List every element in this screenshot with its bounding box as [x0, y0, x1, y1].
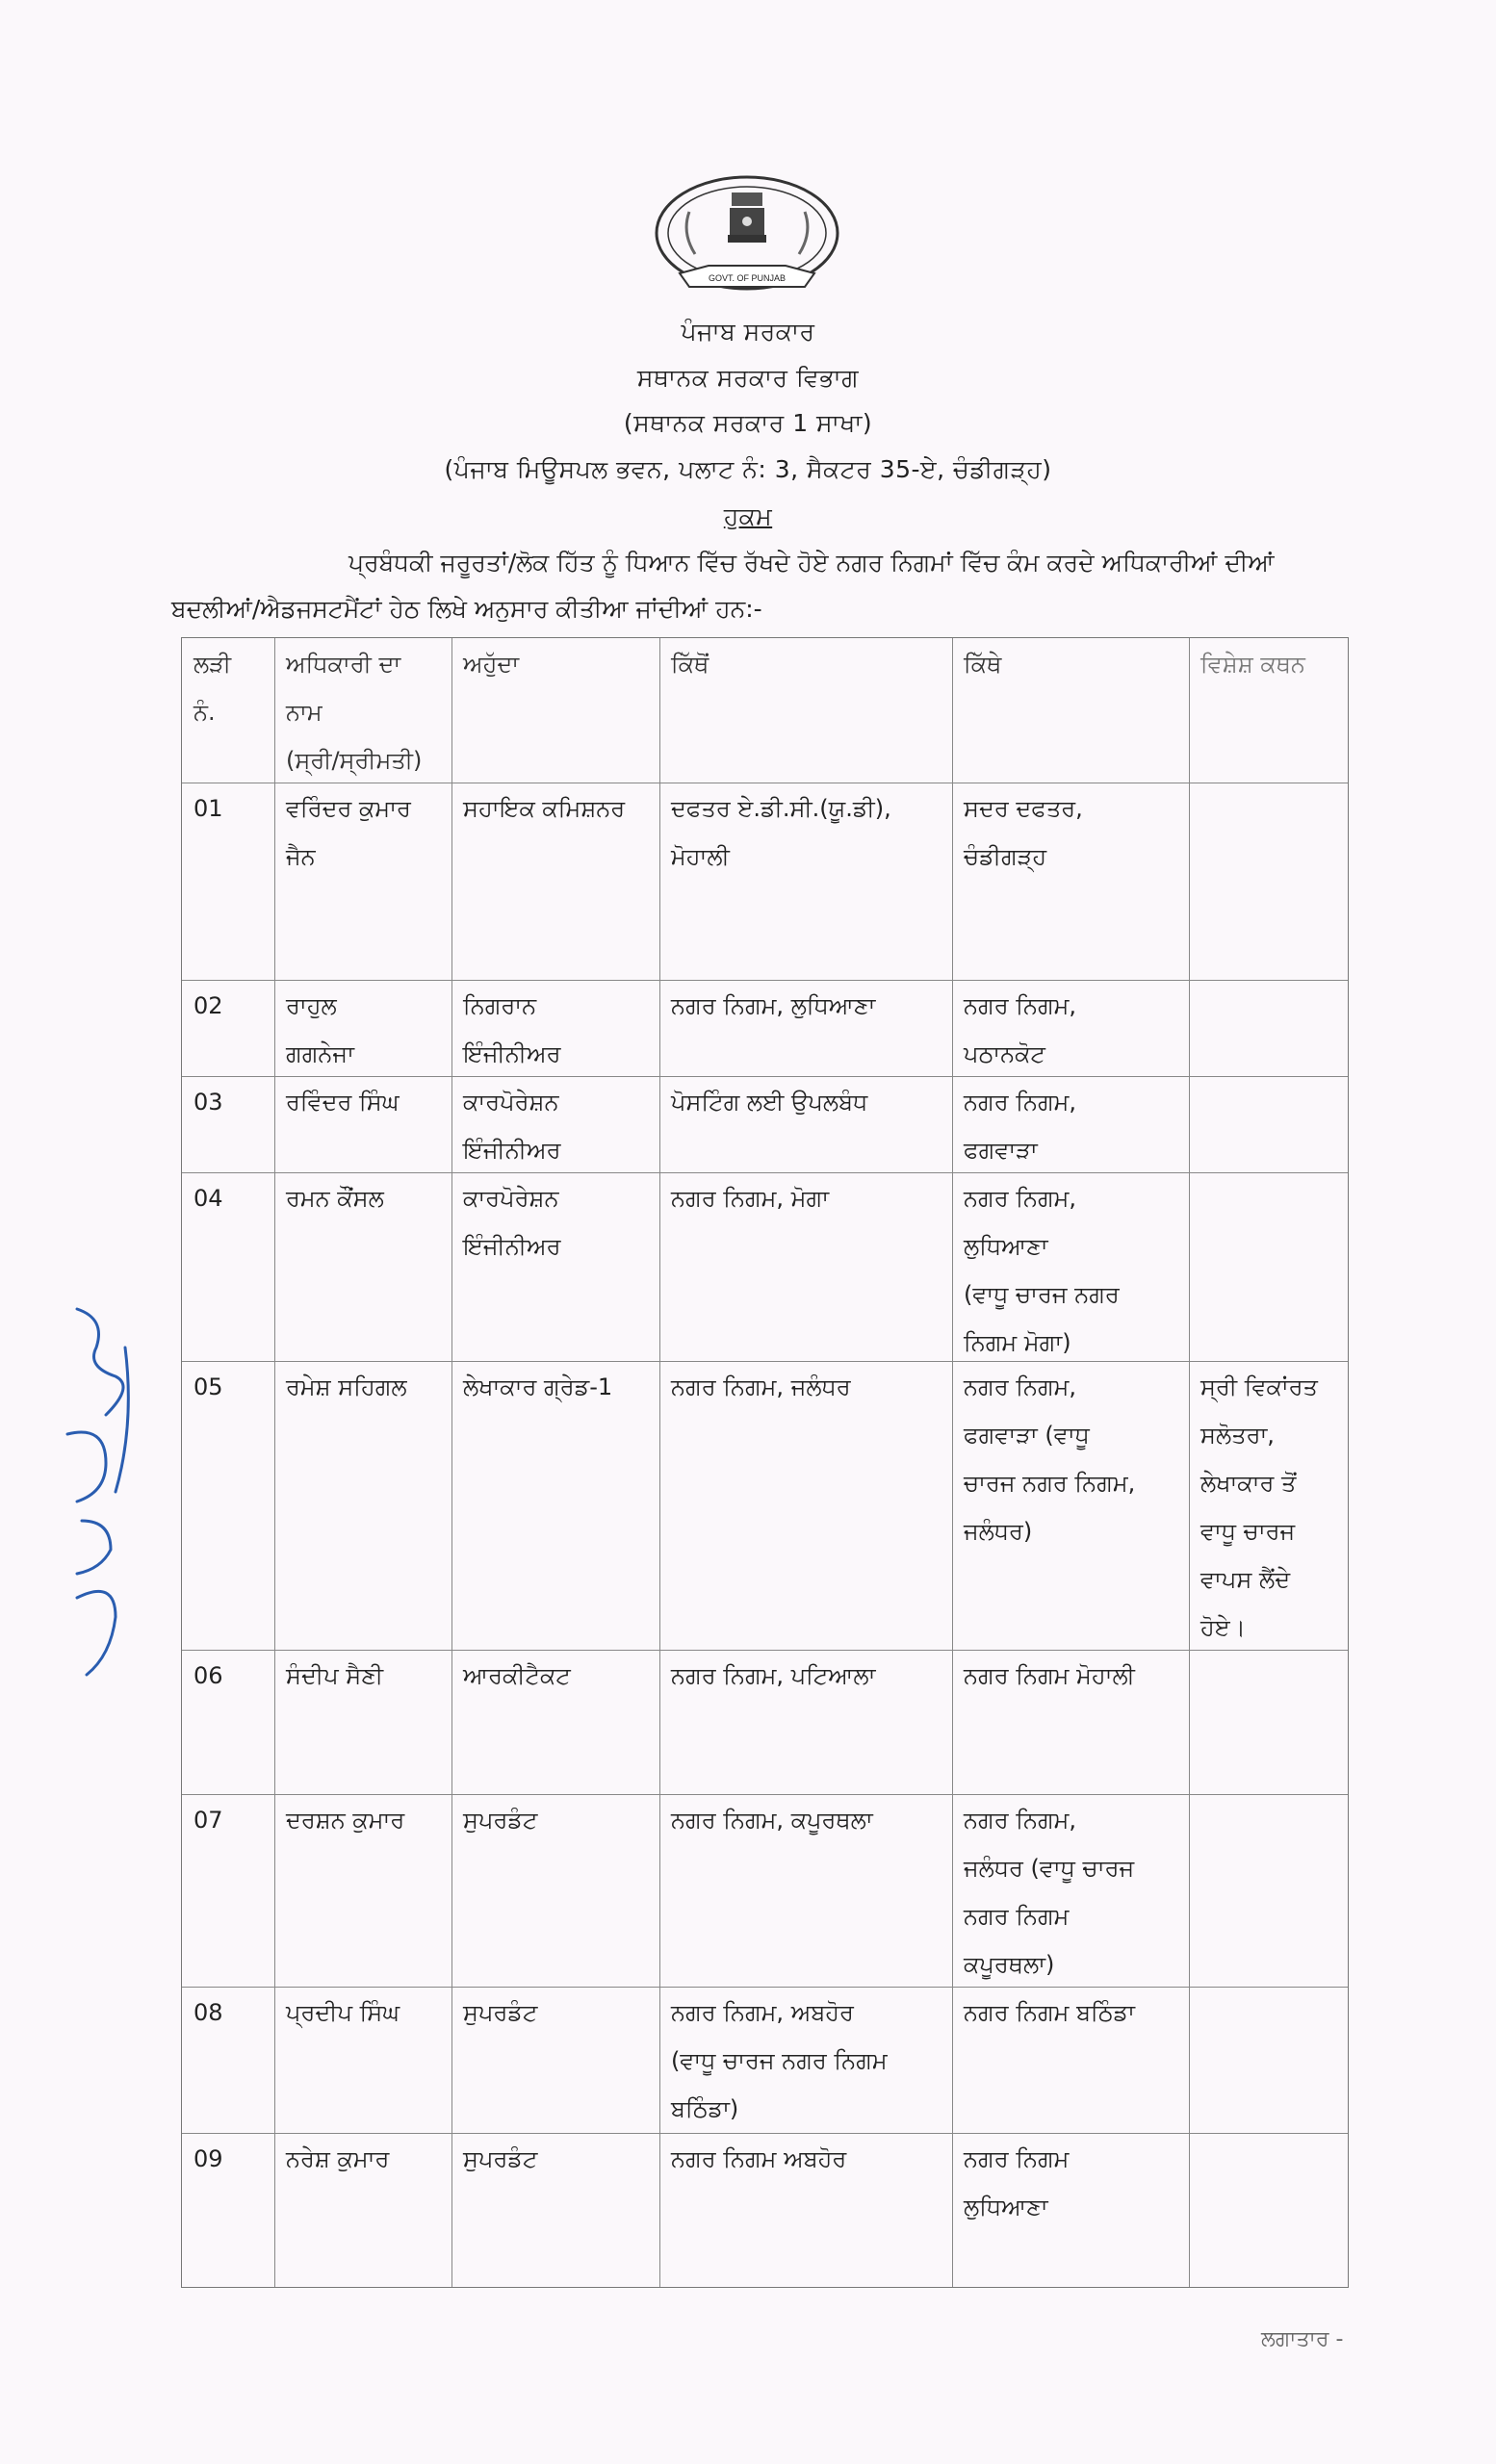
row-05-remarks-cell	[1200, 1361, 1336, 1652]
row-07-sr-cell	[193, 1794, 263, 1844]
row-05-remarks-line: ਸ੍ਰੀ ਵਿਕਾਂਰਤ	[1200, 1373, 1318, 1400]
row-03-post-line: ਕਾਰਪੋਰੇਸ਼ਨ	[463, 1089, 559, 1116]
row-07-to-line: ਨਗਰ ਨਿਗਮ,	[964, 1807, 1077, 1834]
row-03-post-cell	[463, 1076, 648, 1174]
table-column-divider	[451, 638, 452, 2287]
row-07-from-cell	[671, 1794, 941, 1844]
header-line-4: (ਪੰਜਾਬ ਮਿਊਸਪਲ ਭਵਨ, ਪਲਾਟ ਨੰ: 3, ਸੈਕਟਰ 35-ਏ, ਚੰਡੀਗੜ੍ਹ)	[444, 455, 1052, 483]
row-02-from-cell	[671, 980, 941, 1030]
row-01-name-cell	[286, 783, 440, 881]
row-02-to-cell	[964, 980, 1177, 1078]
row-08-from-cell	[671, 1987, 941, 2133]
row-07-from-line: ਨਗਰ ਨਿਗਮ, ਕਪੂਰਥਲਾ	[671, 1807, 873, 1834]
row-07-to-line: ਕਪੂਰਥਲਾ)	[964, 1951, 1055, 1978]
row-04-sr-cell	[193, 1172, 263, 1222]
row-04-sr-line: 04	[193, 1185, 223, 1212]
row-06-post-line: ਆਰਕੀਟੈਕਟ	[463, 1662, 571, 1689]
row-06-to-line: ਨਗਰ ਨਿਗਮ ਮੋਹਾਲੀ	[964, 1662, 1135, 1689]
row-02-from-line: ਨਗਰ ਨਿਗਮ, ਲੁਧਿਆਣਾ	[671, 992, 876, 1019]
row-09-to-line: ਲੁਧਿਆਣਾ	[964, 2194, 1048, 2220]
row-05-to-line: ਨਗਰ ਨਿਗਮ,	[964, 1373, 1077, 1400]
row-07-sr-line: 07	[193, 1807, 223, 1834]
row-01-post-line: ਸਹਾਇਕ ਕਮਿਸ਼ਨਰ	[463, 795, 626, 822]
row-01-from-line: ਮੋਹਾਲੀ	[671, 843, 730, 870]
header-sr-line: ਲੜੀ	[193, 651, 232, 678]
row-05-from-cell	[671, 1361, 941, 1411]
row-03-from-cell	[671, 1076, 941, 1126]
row-02-post-line: ਨਿਗਰਾਨ	[463, 992, 537, 1019]
row-09-to-cell	[964, 2133, 1177, 2231]
row-05-name-line: ਰਮੇਸ਼ ਸਹਿਗਲ	[286, 1373, 407, 1400]
header-name-cell	[286, 638, 440, 784]
row-07-to-line: ਨਗਰ ਨਿਗਮ	[964, 1903, 1070, 1930]
row-08-sr-line: 08	[193, 1999, 223, 2026]
row-05-name-cell	[286, 1361, 440, 1411]
header-from-line: ਕਿੱਥੋਂ	[671, 651, 709, 678]
row-09-name-cell	[286, 2133, 440, 2183]
row-05-post-line: ਲੇਖਾਕਾਰ ਗ੍ਰੇਡ-1	[463, 1373, 613, 1400]
row-08-from-line: ਬਠਿੰਡਾ)	[671, 2095, 739, 2122]
row-03-name-cell	[286, 1076, 440, 1126]
row-03-from-line: ਪੋਸਟਿੰਗ ਲਈ ਉਪਲਬੰਧ	[671, 1089, 868, 1116]
row-09-sr-cell	[193, 2133, 263, 2183]
emblem-ribbon-text: GOVT. OF PUNJAB	[708, 273, 787, 283]
row-06-sr-cell	[193, 1650, 263, 1700]
row-03-to-line: ਫਗਵਾੜਾ	[964, 1137, 1038, 1164]
row-03-post-line: ਇੰਜੀਨੀਅਰ	[463, 1137, 561, 1164]
row-04-from-cell	[671, 1172, 941, 1222]
row-05-post-cell	[463, 1361, 648, 1411]
header-from-cell	[671, 638, 941, 688]
row-06-sr-line: 06	[193, 1662, 223, 1689]
row-04-name-cell	[286, 1172, 440, 1222]
row-01-post-cell	[463, 783, 648, 833]
handwritten-signature	[39, 1290, 154, 1694]
row-04-post-line: ਕਾਰਪੋਰੇਸ਼ਨ	[463, 1185, 559, 1212]
intro-line-1: ਪ੍ਰਬੰਧਕੀ ਜਰੂਰਤਾਂ/ਲੋਕ ਹਿੱਤ ਨੂੰ ਧਿਆਨ ਵਿੱਚ ਰੱਖਦੇ ਹੋਏ ਨਗਰ ਨਿਗਮਾਂ ਵਿੱਚ ਕੰਮ ਕਰਦੇ ਅਧਿਕਾਰੀਆਂ ਦੀਆਂ	[348, 549, 1275, 577]
row-01-to-line: ਚੰਡੀਗੜ੍ਹ	[964, 843, 1047, 870]
row-04-to-line: ਲੁਧਿਆਣਾ	[964, 1233, 1048, 1260]
table-column-divider	[1189, 638, 1190, 2287]
row-08-from-line: ਨਗਰ ਨਿਗਮ, ਅਬਹੋਰ	[671, 1999, 854, 2026]
header-line-1: ਪੰਜਾਬ ਸਰਕਾਰ	[681, 318, 815, 346]
punjab-govt-emblem-icon	[651, 173, 843, 308]
header-post-line: ਅਹੁੱਦਾ	[463, 651, 520, 678]
header-remarks-cell	[1200, 638, 1336, 688]
row-06-to-cell	[964, 1650, 1177, 1700]
row-09-sr-line: 09	[193, 2145, 223, 2172]
row-09-name-line: ਨਰੇਸ਼ ਕੁਮਾਰ	[286, 2145, 390, 2172]
row-05-remarks-line: ਸਲੋਤਰਾ,	[1200, 1422, 1275, 1449]
row-08-to-cell	[964, 1987, 1177, 2037]
row-01-from-line: ਦਫਤਰ ਏ.ਡੀ.ਸੀ.(ਯੂ.ਡੀ),	[671, 795, 891, 822]
row-02-name-line: ਰਾਹੁਲ	[286, 992, 337, 1019]
row-05-to-line: ਫਗਵਾੜਾ (ਵਾਧੂ	[964, 1422, 1090, 1449]
row-02-sr-cell	[193, 980, 263, 1030]
header-name-line: ਨਾਮ	[286, 699, 322, 726]
row-08-name-cell	[286, 1987, 440, 2037]
table-column-divider	[952, 638, 953, 2287]
row-01-sr-cell	[193, 783, 263, 833]
row-01-from-cell	[671, 783, 941, 881]
header-remarks-line: ਵਿਸ਼ੇਸ਼ ਕਥਨ	[1200, 651, 1305, 678]
row-07-name-line: ਦਰਸ਼ਨ ਕੁਮਾਰ	[286, 1807, 405, 1834]
row-08-from-line: (ਵਾਧੂ ਚਾਰਜ ਨਗਰ ਨਿਗਮ	[671, 2047, 888, 2074]
row-05-to-line: ਜਲੰਧਰ)	[964, 1518, 1033, 1545]
row-01-to-line: ਸਦਰ ਦਫਤਰ,	[964, 795, 1083, 822]
row-09-from-line: ਨਗਰ ਨਿਗਮ ਅਬਹੋਰ	[671, 2145, 847, 2172]
row-01-to-cell	[964, 783, 1177, 881]
header-sr-cell	[193, 638, 263, 736]
row-05-remarks-line: ਵਾਪਸ ਲੈਂਦੇ	[1200, 1566, 1291, 1593]
row-07-post-cell	[463, 1794, 648, 1844]
table-column-divider	[659, 638, 660, 2287]
header-line-2: ਸਥਾਨਕ ਸਰਕਾਰ ਵਿਭਾਗ	[636, 364, 860, 392]
row-04-from-line: ਨਗਰ ਨਿਗਮ, ਮੋਗਾ	[671, 1185, 830, 1212]
row-05-remarks-line: ਹੋਏ।	[1200, 1614, 1246, 1641]
row-04-post-line: ਇੰਜੀਨੀਅਰ	[463, 1233, 561, 1260]
row-06-from-cell	[671, 1650, 941, 1700]
header-to-cell	[964, 638, 1177, 688]
row-06-post-cell	[463, 1650, 648, 1700]
row-05-to-line: ਚਾਰਜ ਨਗਰ ਨਿਗਮ,	[964, 1470, 1136, 1497]
row-05-sr-cell	[193, 1361, 263, 1411]
order-title: ਹੁਕਮ	[723, 502, 773, 530]
row-08-name-line: ਪ੍ਰਦੀਪ ਸਿੰਘ	[286, 1999, 400, 2026]
row-05-to-cell	[964, 1361, 1177, 1555]
row-08-sr-cell	[193, 1987, 263, 2037]
row-06-name-cell	[286, 1650, 440, 1700]
row-08-post-cell	[463, 1987, 648, 2037]
row-01-sr-line: 01	[193, 795, 223, 822]
row-09-to-line: ਨਗਰ ਨਿਗਮ	[964, 2145, 1070, 2172]
row-05-sr-line: 05	[193, 1373, 223, 1400]
row-06-name-line: ਸੰਦੀਪ ਸੈਣੀ	[286, 1662, 384, 1689]
row-03-sr-line: 03	[193, 1089, 223, 1116]
header-sr-line: ਨੰ.	[193, 699, 216, 726]
row-04-to-line: ਨਿਗਮ ਮੋਗਾ)	[964, 1329, 1071, 1356]
row-01-name-line: ਜੈਨ	[286, 843, 316, 870]
row-07-to-cell	[964, 1794, 1177, 1989]
header-to-line: ਕਿੱਥੇ	[964, 651, 1002, 678]
row-02-name-line: ਗਗਨੇਜਾ	[286, 1040, 354, 1067]
row-02-name-cell	[286, 980, 440, 1078]
continued-note: ਲਗਾਤਾਰ -	[1261, 2327, 1344, 2351]
table-column-divider	[274, 638, 275, 2287]
row-07-to-line: ਜਲੰਧਰ (ਵਾਧੂ ਚਾਰਜ	[964, 1855, 1135, 1882]
row-04-post-cell	[463, 1172, 648, 1270]
row-07-post-line: ਸੁਪਰਡੰਟ	[463, 1807, 538, 1834]
row-05-remarks-line: ਲੇਖਾਕਾਰ ਤੋਂ	[1200, 1470, 1297, 1497]
row-02-post-cell	[463, 980, 648, 1078]
transfer-table	[181, 637, 1349, 2288]
header-line-3: (ਸਥਾਨਕ ਸਰਕਾਰ 1 ਸਾਖਾ)	[623, 409, 873, 437]
row-05-remarks-line: ਵਾਧੂ ਚਾਰਜ	[1200, 1518, 1296, 1545]
row-07-name-cell	[286, 1794, 440, 1844]
row-09-from-cell	[671, 2133, 941, 2183]
row-04-name-line: ਰਮਨ ਕੌਂਸਲ	[286, 1185, 384, 1212]
row-05-from-line: ਨਗਰ ਨਿਗਮ, ਜਲੰਧਰ	[671, 1373, 851, 1400]
row-03-to-line: ਨਗਰ ਨਿਗਮ,	[964, 1089, 1077, 1116]
row-08-to-line: ਨਗਰ ਨਿਗਮ ਬਠਿੰਡਾ	[964, 1999, 1136, 2026]
row-09-post-line: ਸੁਪਰਡੰਟ	[463, 2145, 538, 2172]
row-06-from-line: ਨਗਰ ਨਿਗਮ, ਪਟਿਆਲਾ	[671, 1662, 876, 1689]
header-name-line: ਅਧਿਕਾਰੀ ਦਾ	[286, 651, 401, 678]
row-03-name-line: ਰਵਿੰਦਰ ਸਿੰਘ	[286, 1089, 400, 1116]
row-02-sr-line: 02	[193, 992, 223, 1019]
row-09-post-cell	[463, 2133, 648, 2183]
row-01-name-line: ਵਰਿੰਦਰ ਕੁਮਾਰ	[286, 795, 411, 822]
row-03-to-cell	[964, 1076, 1177, 1174]
row-04-to-cell	[964, 1172, 1177, 1367]
row-03-sr-cell	[193, 1076, 263, 1126]
row-04-to-line: ਨਗਰ ਨਿਗਮ,	[964, 1185, 1077, 1212]
row-04-to-line: (ਵਾਧੂ ਚਾਰਜ ਨਗਰ	[964, 1281, 1120, 1308]
intro-line-2: ਬਦਲੀਆਂ/ਐਡਜਸਟਮੈਂਟਾਂ ਹੇਠ ਲਿਖੇ ਅਨੁਸਾਰ ਕੀਤੀਆ ਜਾਂਦੀਆਂ ਹਨ:-	[171, 595, 762, 623]
row-08-post-line: ਸੁਪਰਡੰਟ	[463, 1999, 538, 2026]
header-post-cell	[463, 638, 648, 688]
row-02-post-line: ਇੰਜੀਨੀਅਰ	[463, 1040, 561, 1067]
row-02-to-line: ਨਗਰ ਨਿਗਮ,	[964, 992, 1077, 1019]
row-02-to-line: ਪਠਾਨਕੋਟ	[964, 1040, 1045, 1067]
header-name-line: (ਸ੍ਰੀ/ਸ੍ਰੀਮਤੀ)	[286, 747, 423, 774]
